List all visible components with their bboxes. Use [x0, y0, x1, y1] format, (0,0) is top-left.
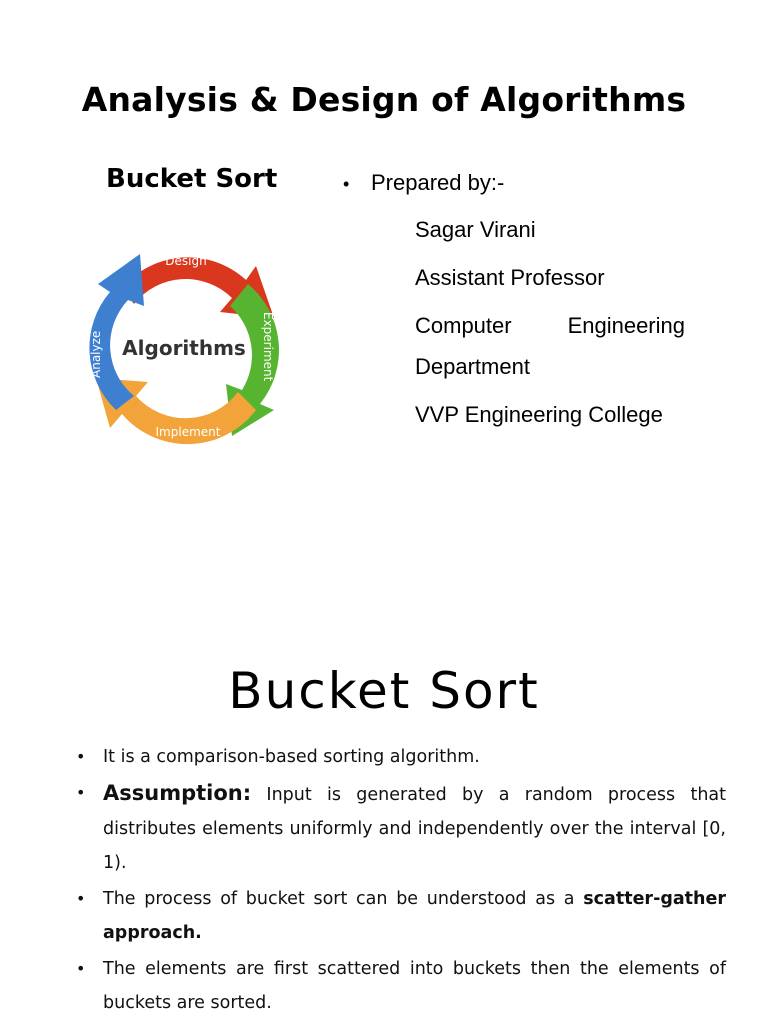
prepared-by-label: Prepared by:- — [371, 170, 505, 195]
analyze-label: Analyze — [89, 330, 103, 378]
list-item: • Assumption: Input is generated by a random process that distributes elements uniformly and independently over the interval [0, 1). — [76, 776, 726, 880]
scatter-gather-term: scatter-gather approach. — [103, 889, 726, 943]
experiment-label: Experiment — [261, 312, 275, 382]
bullet-icon: • — [76, 959, 86, 978]
algorithms-center-label: Algorithms — [122, 336, 246, 360]
list-item: • The elements are first scattered into buckets then the elements of buckets are sorted. — [76, 952, 726, 1020]
author-name: Sagar Virani — [415, 217, 536, 242]
content-slide — [0, 640, 768, 1024]
bullet-icon: • — [76, 889, 86, 908]
bullet-icon: • — [343, 174, 350, 194]
bullet-icon: • — [76, 783, 86, 802]
slide-title: Bucket Sort — [228, 662, 540, 720]
algorithm-cycle-graphic — [70, 232, 298, 460]
slide-subtitle: Bucket Sort — [106, 164, 278, 194]
list-item: • The process of bucket sort can be understood as a scatter-gather approach. — [76, 882, 726, 950]
department-word-1: Computer — [415, 313, 512, 338]
list-item: • It is a comparison-based sorting algorithm. — [76, 740, 726, 774]
department-line — [415, 313, 685, 339]
author-role: Assistant Professor — [415, 265, 605, 290]
design-label: Design — [165, 254, 207, 268]
slide-title: Analysis & Design of Algorithms — [81, 80, 687, 119]
assumption-label: Assumption: — [103, 781, 252, 805]
department-word-2: Engineering — [567, 313, 685, 338]
department-word-3: Department — [415, 354, 530, 379]
bullet-icon: • — [76, 747, 86, 766]
college-name: VVP Engineering College — [415, 402, 663, 427]
prepared-by-item — [343, 170, 504, 196]
bullet-list — [76, 740, 726, 1022]
implement-label: Implement — [155, 425, 221, 439]
